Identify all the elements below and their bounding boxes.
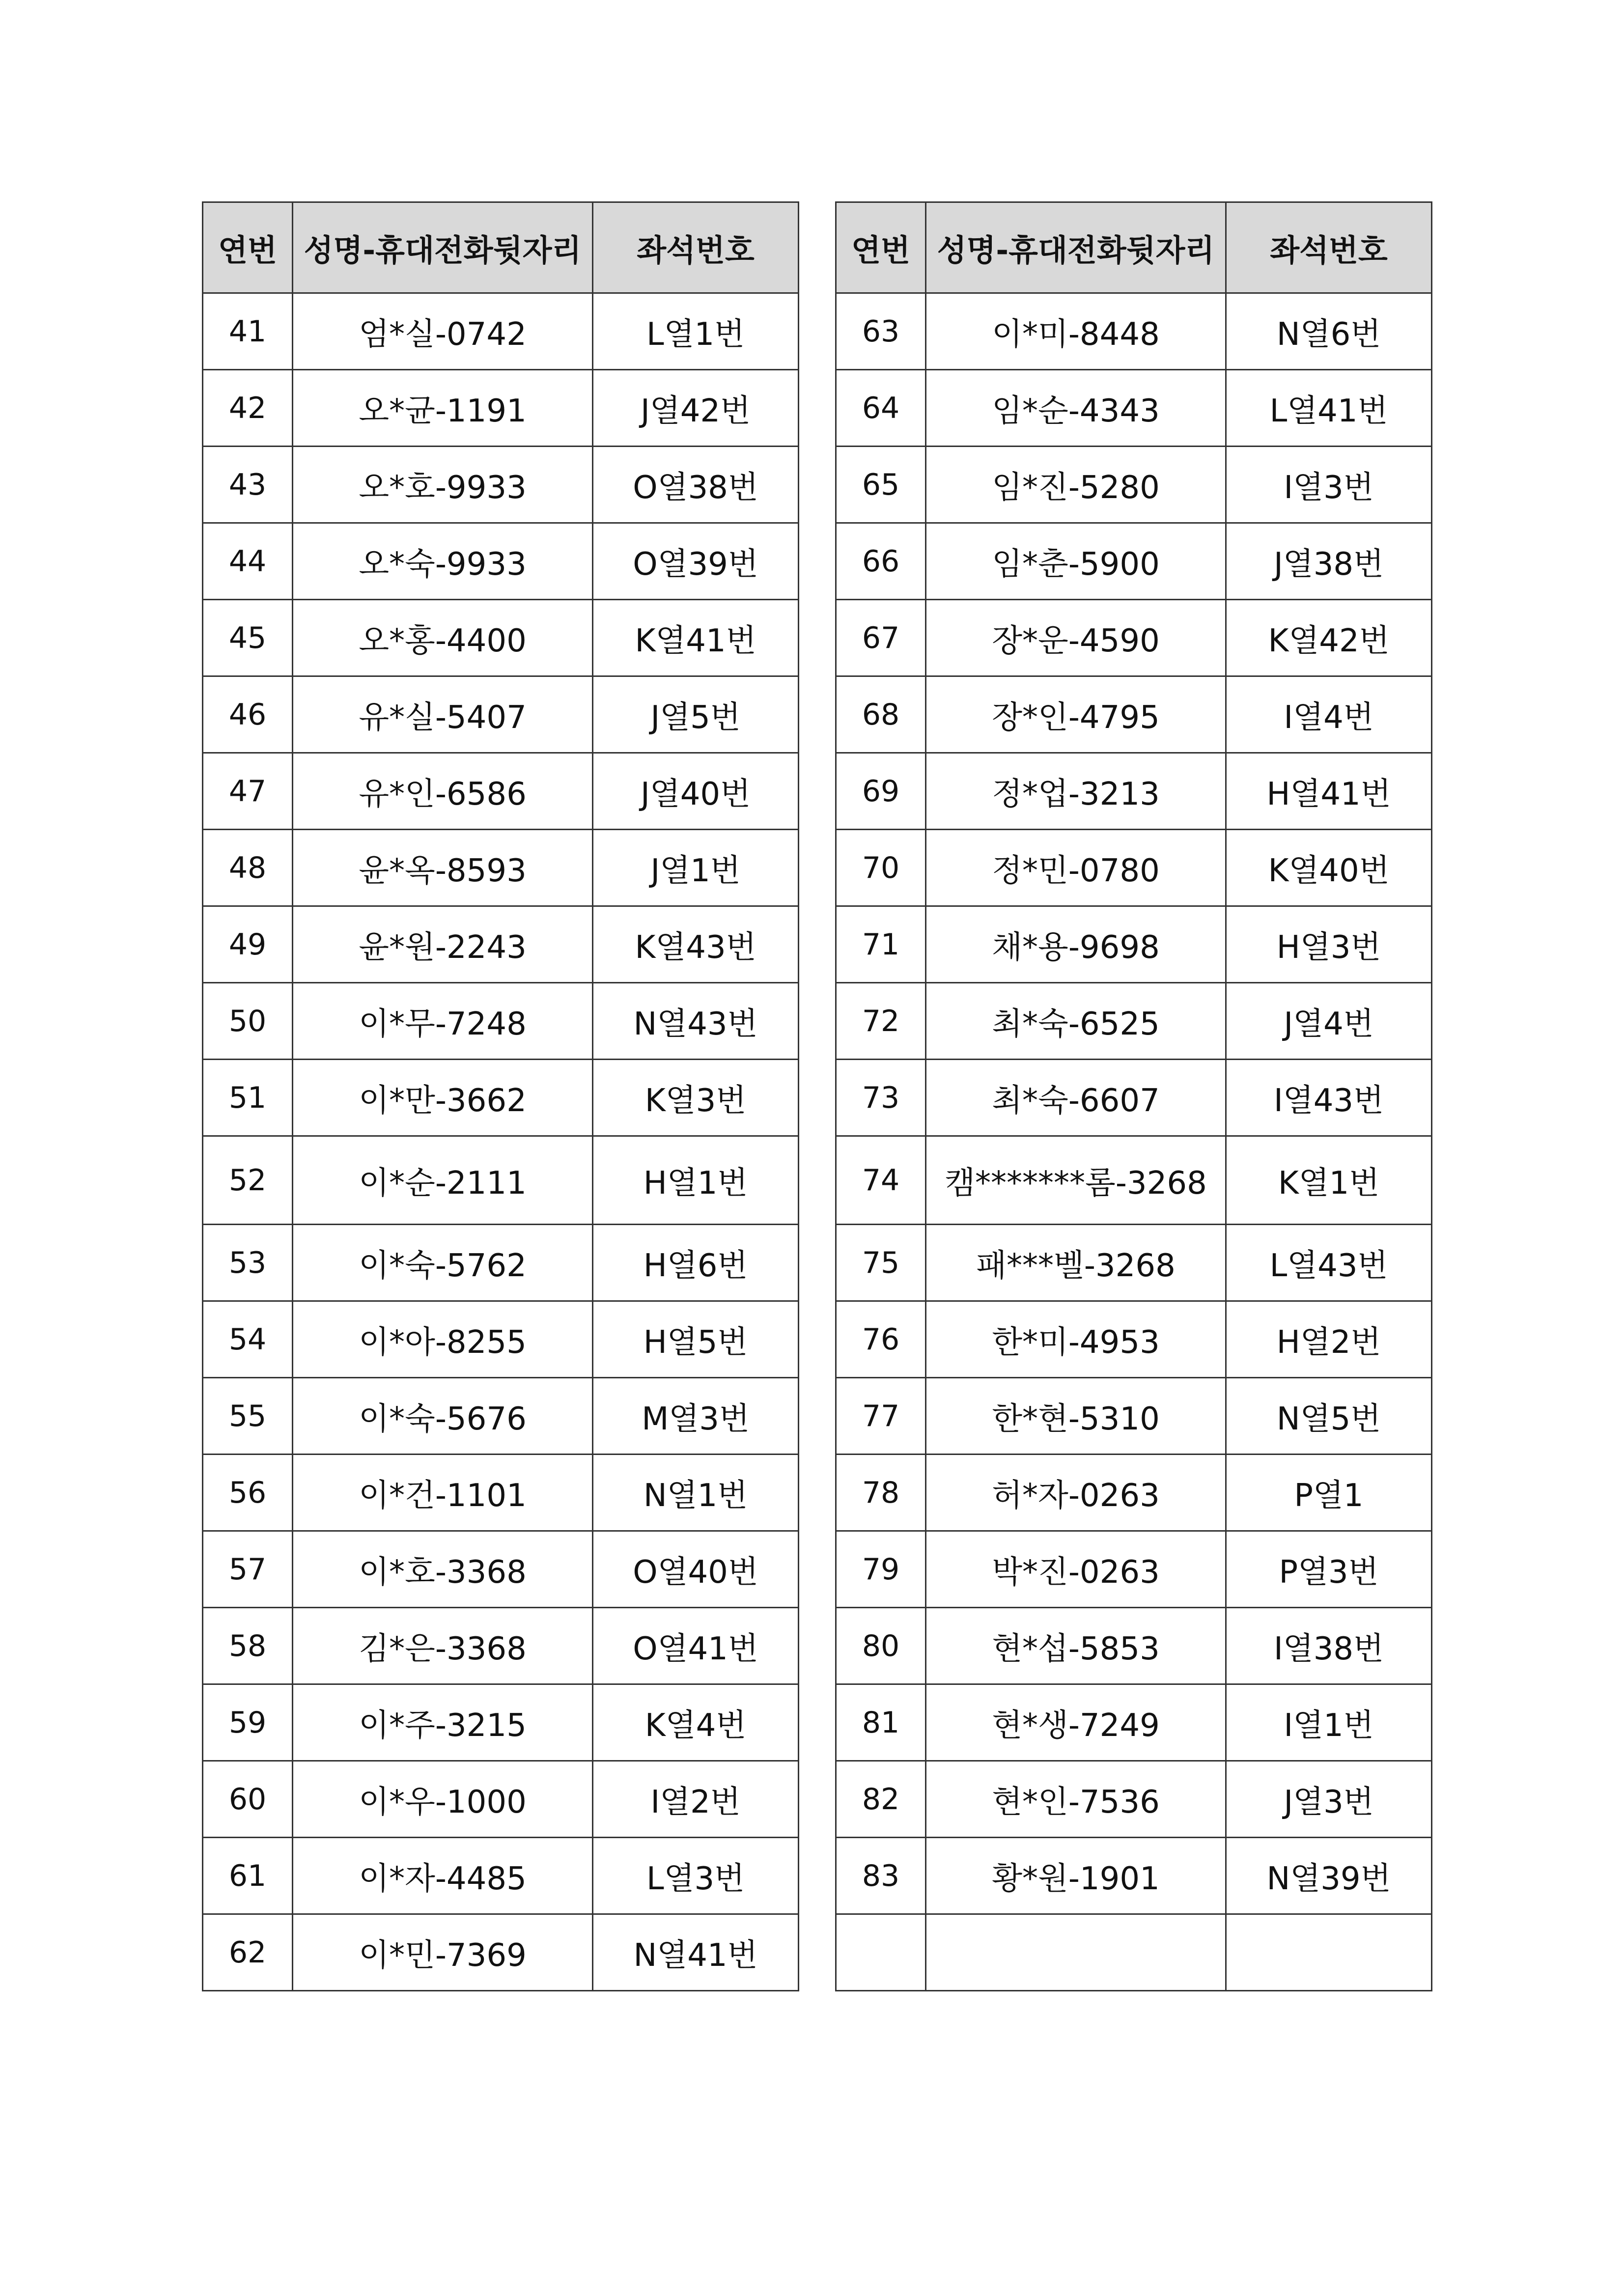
row-seat: K열41번	[593, 600, 799, 676]
row-seat: K열3번	[593, 1060, 799, 1136]
table-row	[836, 983, 1432, 1060]
table-row	[203, 1761, 833, 1838]
header-seat: 좌석번호	[1226, 202, 1432, 293]
table-row	[203, 447, 833, 523]
table-row	[203, 1838, 833, 1914]
row-seat: N열1번	[593, 1455, 799, 1531]
row-number: 75	[836, 1225, 926, 1301]
table-gap	[799, 1838, 833, 1914]
table-row	[203, 1301, 833, 1378]
table-gap	[799, 1060, 833, 1136]
table-gap	[799, 1914, 833, 1991]
row-name-phone: 허*자-0263	[926, 1455, 1226, 1531]
table-gap	[799, 753, 833, 830]
table-row	[203, 523, 833, 600]
table-gap	[799, 1455, 833, 1531]
row-seat: N열43번	[593, 983, 799, 1060]
row-seat: K열43번	[593, 906, 799, 983]
row-name-phone	[926, 1914, 1226, 1991]
row-name-phone: 정*업-3213	[926, 753, 1226, 830]
header-no: 연번	[203, 202, 293, 293]
seat-table-right	[835, 201, 1432, 1991]
row-seat: J열1번	[593, 830, 799, 906]
row-seat: O열40번	[593, 1531, 799, 1608]
table-row	[836, 1378, 1432, 1455]
table-row	[836, 753, 1432, 830]
row-number: 77	[836, 1378, 926, 1455]
table-row	[203, 676, 833, 753]
header-name: 성명-휴대전화뒷자리	[926, 202, 1226, 293]
table-row	[203, 1531, 833, 1608]
table-row	[836, 1225, 1432, 1301]
row-seat: O열39번	[593, 523, 799, 600]
row-number: 83	[836, 1838, 926, 1914]
table-row	[203, 1684, 833, 1761]
row-number: 73	[836, 1060, 926, 1136]
row-number: 50	[203, 983, 293, 1060]
row-seat: I열2번	[593, 1761, 799, 1838]
table-row	[203, 1608, 833, 1684]
row-number: 69	[836, 753, 926, 830]
row-name-phone: 이*건-1101	[293, 1455, 593, 1531]
table-gap	[799, 1608, 833, 1684]
table-gap	[799, 523, 833, 600]
row-number: 53	[203, 1225, 293, 1301]
row-seat: P열3번	[1226, 1531, 1432, 1608]
row-number: 70	[836, 830, 926, 906]
row-number: 62	[203, 1914, 293, 1991]
row-name-phone: 임*순-4343	[926, 370, 1226, 447]
table-row	[836, 1136, 1432, 1225]
row-name-phone: 오*홍-4400	[293, 600, 593, 676]
header-no: 연번	[836, 202, 926, 293]
table-gap	[799, 600, 833, 676]
table-row	[836, 1761, 1432, 1838]
table-row	[203, 983, 833, 1060]
row-name-phone: 윤*원-2243	[293, 906, 593, 983]
row-name-phone: 장*운-4590	[926, 600, 1226, 676]
table-row	[203, 1455, 833, 1531]
row-name-phone: 장*인-4795	[926, 676, 1226, 753]
row-name-phone: 정*민-0780	[926, 830, 1226, 906]
table-body-left	[203, 293, 833, 1991]
row-seat: N열41번	[593, 1914, 799, 1991]
table-row	[836, 293, 1432, 370]
row-seat: K열40번	[1226, 830, 1432, 906]
row-number: 44	[203, 523, 293, 600]
table-row	[836, 830, 1432, 906]
table-gap	[799, 1531, 833, 1608]
row-seat: J열5번	[593, 676, 799, 753]
table-row	[836, 1060, 1432, 1136]
row-number: 49	[203, 906, 293, 983]
table-header-row	[836, 202, 1432, 293]
row-seat: N열5번	[1226, 1378, 1432, 1455]
row-seat: I열43번	[1226, 1060, 1432, 1136]
row-number: 46	[203, 676, 293, 753]
table-row	[203, 600, 833, 676]
row-seat: L열43번	[1226, 1225, 1432, 1301]
row-seat: H열5번	[593, 1301, 799, 1378]
table-header-row	[203, 202, 833, 293]
row-name-phone: 이*미-8448	[926, 293, 1226, 370]
table-gap	[799, 293, 833, 370]
row-number: 52	[203, 1136, 293, 1225]
table-row	[836, 523, 1432, 600]
row-seat: I열3번	[1226, 447, 1432, 523]
row-seat: L열3번	[593, 1838, 799, 1914]
row-seat: J열3번	[1226, 1761, 1432, 1838]
row-seat: K열4번	[593, 1684, 799, 1761]
row-number: 59	[203, 1684, 293, 1761]
table-row	[836, 1914, 1432, 1991]
table-row	[203, 753, 833, 830]
row-seat: K열1번	[1226, 1136, 1432, 1225]
row-seat: J열38번	[1226, 523, 1432, 600]
table-row	[203, 370, 833, 447]
row-name-phone: 이*자-4485	[293, 1838, 593, 1914]
row-number: 81	[836, 1684, 926, 1761]
table-body-right	[836, 293, 1432, 1991]
row-name-phone: 한*현-5310	[926, 1378, 1226, 1455]
row-name-phone: 이*우-1000	[293, 1761, 593, 1838]
row-number: 61	[203, 1838, 293, 1914]
row-seat: H열3번	[1226, 906, 1432, 983]
table-gap	[799, 202, 833, 293]
row-seat: H열6번	[593, 1225, 799, 1301]
row-number: 74	[836, 1136, 926, 1225]
row-name-phone: 이*민-7369	[293, 1914, 593, 1991]
row-name-phone: 박*진-0263	[926, 1531, 1226, 1608]
table-row	[836, 600, 1432, 676]
table-row	[203, 1914, 833, 1991]
row-name-phone: 오*균-1191	[293, 370, 593, 447]
row-number: 71	[836, 906, 926, 983]
table-gap	[799, 1301, 833, 1378]
row-name-phone: 이*아-8255	[293, 1301, 593, 1378]
table-row	[836, 1301, 1432, 1378]
row-number: 78	[836, 1455, 926, 1531]
row-seat: H열2번	[1226, 1301, 1432, 1378]
table-row	[836, 1838, 1432, 1914]
row-seat: I열38번	[1226, 1608, 1432, 1684]
row-name-phone: 최*숙-6607	[926, 1060, 1226, 1136]
row-seat: J열42번	[593, 370, 799, 447]
row-number: 54	[203, 1301, 293, 1378]
row-name-phone: 이*숙-5762	[293, 1225, 593, 1301]
row-number: 80	[836, 1608, 926, 1684]
row-number: 66	[836, 523, 926, 600]
table-row	[836, 1684, 1432, 1761]
table-gap	[799, 676, 833, 753]
row-number: 47	[203, 753, 293, 830]
row-seat: J열4번	[1226, 983, 1432, 1060]
row-name-phone: 이*무-7248	[293, 983, 593, 1060]
table-gap	[799, 1225, 833, 1301]
table-gap	[799, 1378, 833, 1455]
row-seat: J열40번	[593, 753, 799, 830]
table-row	[836, 1608, 1432, 1684]
row-number: 42	[203, 370, 293, 447]
table-row	[836, 906, 1432, 983]
table-gap	[799, 983, 833, 1060]
header-seat: 좌석번호	[593, 202, 799, 293]
row-number: 63	[836, 293, 926, 370]
row-seat: I열1번	[1226, 1684, 1432, 1761]
row-seat: H열1번	[593, 1136, 799, 1225]
row-seat: I열4번	[1226, 676, 1432, 753]
row-name-phone: 이*순-2111	[293, 1136, 593, 1225]
row-number: 60	[203, 1761, 293, 1838]
table-gap	[799, 1761, 833, 1838]
row-seat: P열1	[1226, 1455, 1432, 1531]
table-gap	[799, 1136, 833, 1225]
row-name-phone: 현*생-7249	[926, 1684, 1226, 1761]
row-name-phone: 이*만-3662	[293, 1060, 593, 1136]
table-row	[203, 1378, 833, 1455]
row-name-phone: 임*진-5280	[926, 447, 1226, 523]
row-number: 55	[203, 1378, 293, 1455]
row-name-phone: 유*인-6586	[293, 753, 593, 830]
row-number	[836, 1914, 926, 1991]
row-number: 43	[203, 447, 293, 523]
row-name-phone: 이*호-3368	[293, 1531, 593, 1608]
row-number: 67	[836, 600, 926, 676]
row-seat: O열41번	[593, 1608, 799, 1684]
row-name-phone: 김*은-3368	[293, 1608, 593, 1684]
row-name-phone: 이*숙-5676	[293, 1378, 593, 1455]
table-gap	[799, 447, 833, 523]
row-number: 48	[203, 830, 293, 906]
row-name-phone: 엄*실-0742	[293, 293, 593, 370]
table-row	[203, 293, 833, 370]
header-name: 성명-휴대전화뒷자리	[293, 202, 593, 293]
table-gap	[799, 830, 833, 906]
row-number: 82	[836, 1761, 926, 1838]
table-gap	[799, 1684, 833, 1761]
row-name-phone: 캠*******롬-3268	[926, 1136, 1226, 1225]
row-number: 79	[836, 1531, 926, 1608]
row-name-phone: 한*미-4953	[926, 1301, 1226, 1378]
row-number: 56	[203, 1455, 293, 1531]
row-number: 64	[836, 370, 926, 447]
table-row	[836, 447, 1432, 523]
table-row	[836, 676, 1432, 753]
row-name-phone: 윤*옥-8593	[293, 830, 593, 906]
row-name-phone: 황*원-1901	[926, 1838, 1226, 1914]
row-number: 58	[203, 1608, 293, 1684]
row-seat	[1226, 1914, 1432, 1991]
row-name-phone: 현*섭-5853	[926, 1608, 1226, 1684]
row-number: 65	[836, 447, 926, 523]
row-name-phone: 오*숙-9933	[293, 523, 593, 600]
table-row	[836, 1455, 1432, 1531]
row-seat: N열6번	[1226, 293, 1432, 370]
table-row	[203, 906, 833, 983]
table-row	[836, 1531, 1432, 1608]
row-number: 72	[836, 983, 926, 1060]
row-name-phone: 채*용-9698	[926, 906, 1226, 983]
row-number: 45	[203, 600, 293, 676]
table-row	[203, 1225, 833, 1301]
row-name-phone: 현*인-7536	[926, 1761, 1226, 1838]
row-number: 68	[836, 676, 926, 753]
table-row	[203, 1136, 833, 1225]
table-row	[203, 1060, 833, 1136]
row-seat: H열41번	[1226, 753, 1432, 830]
row-name-phone: 오*호-9933	[293, 447, 593, 523]
row-seat: O열38번	[593, 447, 799, 523]
row-seat: K열42번	[1226, 600, 1432, 676]
table-gap	[799, 370, 833, 447]
row-number: 51	[203, 1060, 293, 1136]
row-seat: M열3번	[593, 1378, 799, 1455]
row-number: 76	[836, 1301, 926, 1378]
row-name-phone: 이*주-3215	[293, 1684, 593, 1761]
row-name-phone: 임*춘-5900	[926, 523, 1226, 600]
seat-table-left	[202, 201, 833, 1991]
row-number: 57	[203, 1531, 293, 1608]
row-number: 41	[203, 293, 293, 370]
row-name-phone: 패***벨-3268	[926, 1225, 1226, 1301]
row-seat: L열1번	[593, 293, 799, 370]
row-seat: N열39번	[1226, 1838, 1432, 1914]
table-gap	[799, 906, 833, 983]
row-name-phone: 최*숙-6525	[926, 983, 1226, 1060]
table-row	[836, 370, 1432, 447]
table-row	[203, 830, 833, 906]
row-name-phone: 유*실-5407	[293, 676, 593, 753]
row-seat: L열41번	[1226, 370, 1432, 447]
